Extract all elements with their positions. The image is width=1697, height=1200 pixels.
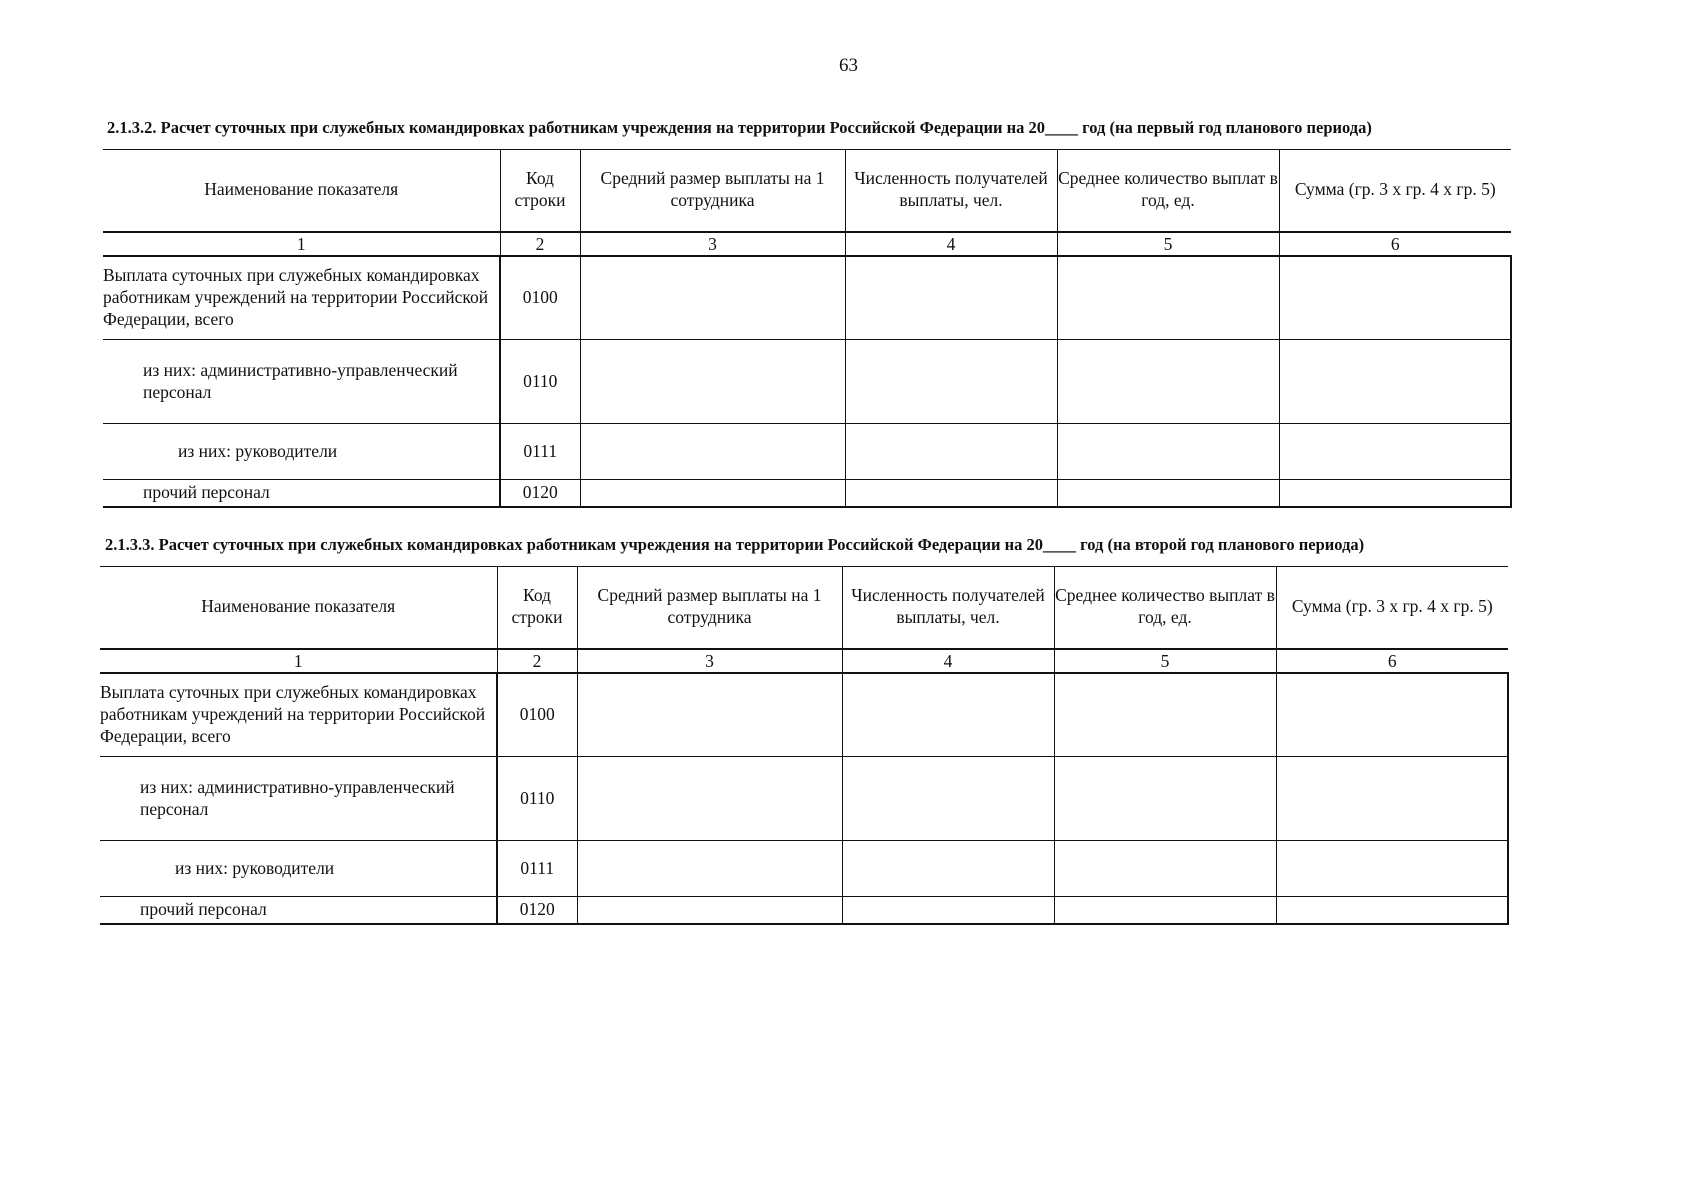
cell-payments-per-year[interactable] [1054, 757, 1276, 841]
cell-recipients-count[interactable] [845, 340, 1057, 424]
column-number: 2 [497, 649, 577, 673]
row-code: 0120 [500, 480, 580, 508]
cell-average-payment[interactable] [580, 340, 845, 424]
table-row [103, 424, 1511, 480]
row-code: 0110 [500, 340, 580, 424]
column-numbers-row [103, 232, 1511, 256]
table-row [100, 897, 1508, 925]
table-row [100, 673, 1508, 757]
cell-recipients-count[interactable] [845, 480, 1057, 508]
header-row-code: Код строки [500, 150, 580, 232]
row-name: Выплата суточных при служебных командировках работникам учреждений на территории Российской Федерации, всего [100, 673, 497, 757]
table-header-row [100, 567, 1508, 649]
header-indicator-name: Наименование показателя [100, 567, 497, 649]
table-2-1-3-3 [100, 566, 1509, 925]
cell-total-sum[interactable] [1279, 340, 1511, 424]
header-payments-per-year: Среднее количество выплат в год, ед. [1054, 567, 1276, 649]
row-code: 0100 [500, 256, 580, 340]
row-name: прочий персонал [100, 897, 497, 925]
cell-recipients-count[interactable] [842, 673, 1054, 757]
cell-recipients-count[interactable] [842, 841, 1054, 897]
column-number: 3 [577, 649, 842, 673]
cell-total-sum[interactable] [1279, 480, 1511, 508]
section-title-2-1-3-3: 2.1.3.3. Расчет суточных при служебных командировках работникам учреждения на территории Российской Федерации на 20____ год (на второй год планового периода) [105, 535, 1365, 554]
cell-recipients-count[interactable] [842, 757, 1054, 841]
cell-total-sum[interactable] [1276, 757, 1508, 841]
cell-average-payment[interactable] [580, 480, 845, 508]
row-name: из них: административно-управленческий персонал [103, 340, 500, 424]
row-name: из них: руководители [103, 424, 500, 480]
column-number: 4 [842, 649, 1054, 673]
row-name: прочий персонал [103, 480, 500, 508]
section-title-2-1-3-2: 2.1.3.2. Расчет суточных при служебных командировках работникам учреждения на территории Российской Федерации на 20____ год (на первый год планового периода) [107, 118, 1372, 137]
cell-average-payment[interactable] [577, 757, 842, 841]
header-indicator-name: Наименование показателя [103, 150, 500, 232]
header-recipients-count: Численность получателей выплаты, чел. [845, 150, 1057, 232]
row-code: 0111 [497, 841, 577, 897]
column-number: 6 [1276, 649, 1508, 673]
page-number: 63 [839, 55, 858, 76]
column-number: 4 [845, 232, 1057, 256]
cell-average-payment[interactable] [577, 673, 842, 757]
cell-average-payment[interactable] [580, 256, 845, 340]
column-number: 2 [500, 232, 580, 256]
header-total-sum: Сумма (гр. 3 х гр. 4 х гр. 5) [1279, 150, 1511, 232]
column-number: 1 [103, 232, 500, 256]
header-total-sum: Сумма (гр. 3 х гр. 4 х гр. 5) [1276, 567, 1508, 649]
column-numbers-row [100, 649, 1508, 673]
cell-payments-per-year[interactable] [1054, 841, 1276, 897]
cell-recipients-count[interactable] [845, 424, 1057, 480]
cell-total-sum[interactable] [1276, 897, 1508, 925]
row-code: 0120 [497, 897, 577, 925]
row-code: 0110 [497, 757, 577, 841]
column-number: 3 [580, 232, 845, 256]
cell-payments-per-year[interactable] [1057, 256, 1279, 340]
table-row [100, 757, 1508, 841]
cell-recipients-count[interactable] [845, 256, 1057, 340]
row-name: из них: руководители [100, 841, 497, 897]
cell-total-sum[interactable] [1276, 841, 1508, 897]
cell-average-payment[interactable] [577, 841, 842, 897]
row-code: 0100 [497, 673, 577, 757]
header-recipients-count: Численность получателей выплаты, чел. [842, 567, 1054, 649]
column-number: 5 [1054, 649, 1276, 673]
column-number: 5 [1057, 232, 1279, 256]
table-row [103, 480, 1511, 508]
cell-average-payment[interactable] [577, 897, 842, 925]
cell-total-sum[interactable] [1279, 424, 1511, 480]
column-number: 6 [1279, 232, 1511, 256]
cell-payments-per-year[interactable] [1057, 424, 1279, 480]
column-number: 1 [100, 649, 497, 673]
cell-payments-per-year[interactable] [1057, 480, 1279, 508]
table-row [103, 256, 1511, 340]
header-row-code: Код строки [497, 567, 577, 649]
cell-recipients-count[interactable] [842, 897, 1054, 925]
header-average-payment: Средний размер выплаты на 1 сотрудника [580, 150, 845, 232]
table-header-row [103, 150, 1511, 232]
cell-total-sum[interactable] [1279, 256, 1511, 340]
header-payments-per-year: Среднее количество выплат в год, ед. [1057, 150, 1279, 232]
row-name: из них: административно-управленческий персонал [100, 757, 497, 841]
header-average-payment: Средний размер выплаты на 1 сотрудника [577, 567, 842, 649]
cell-average-payment[interactable] [580, 424, 845, 480]
cell-payments-per-year[interactable] [1057, 340, 1279, 424]
table-row [100, 841, 1508, 897]
table-row [103, 340, 1511, 424]
row-name: Выплата суточных при служебных командировках работникам учреждений на территории Российской Федерации, всего [103, 256, 500, 340]
cell-payments-per-year[interactable] [1054, 673, 1276, 757]
table-2-1-3-2 [103, 149, 1512, 508]
cell-total-sum[interactable] [1276, 673, 1508, 757]
row-code: 0111 [500, 424, 580, 480]
cell-payments-per-year[interactable] [1054, 897, 1276, 925]
